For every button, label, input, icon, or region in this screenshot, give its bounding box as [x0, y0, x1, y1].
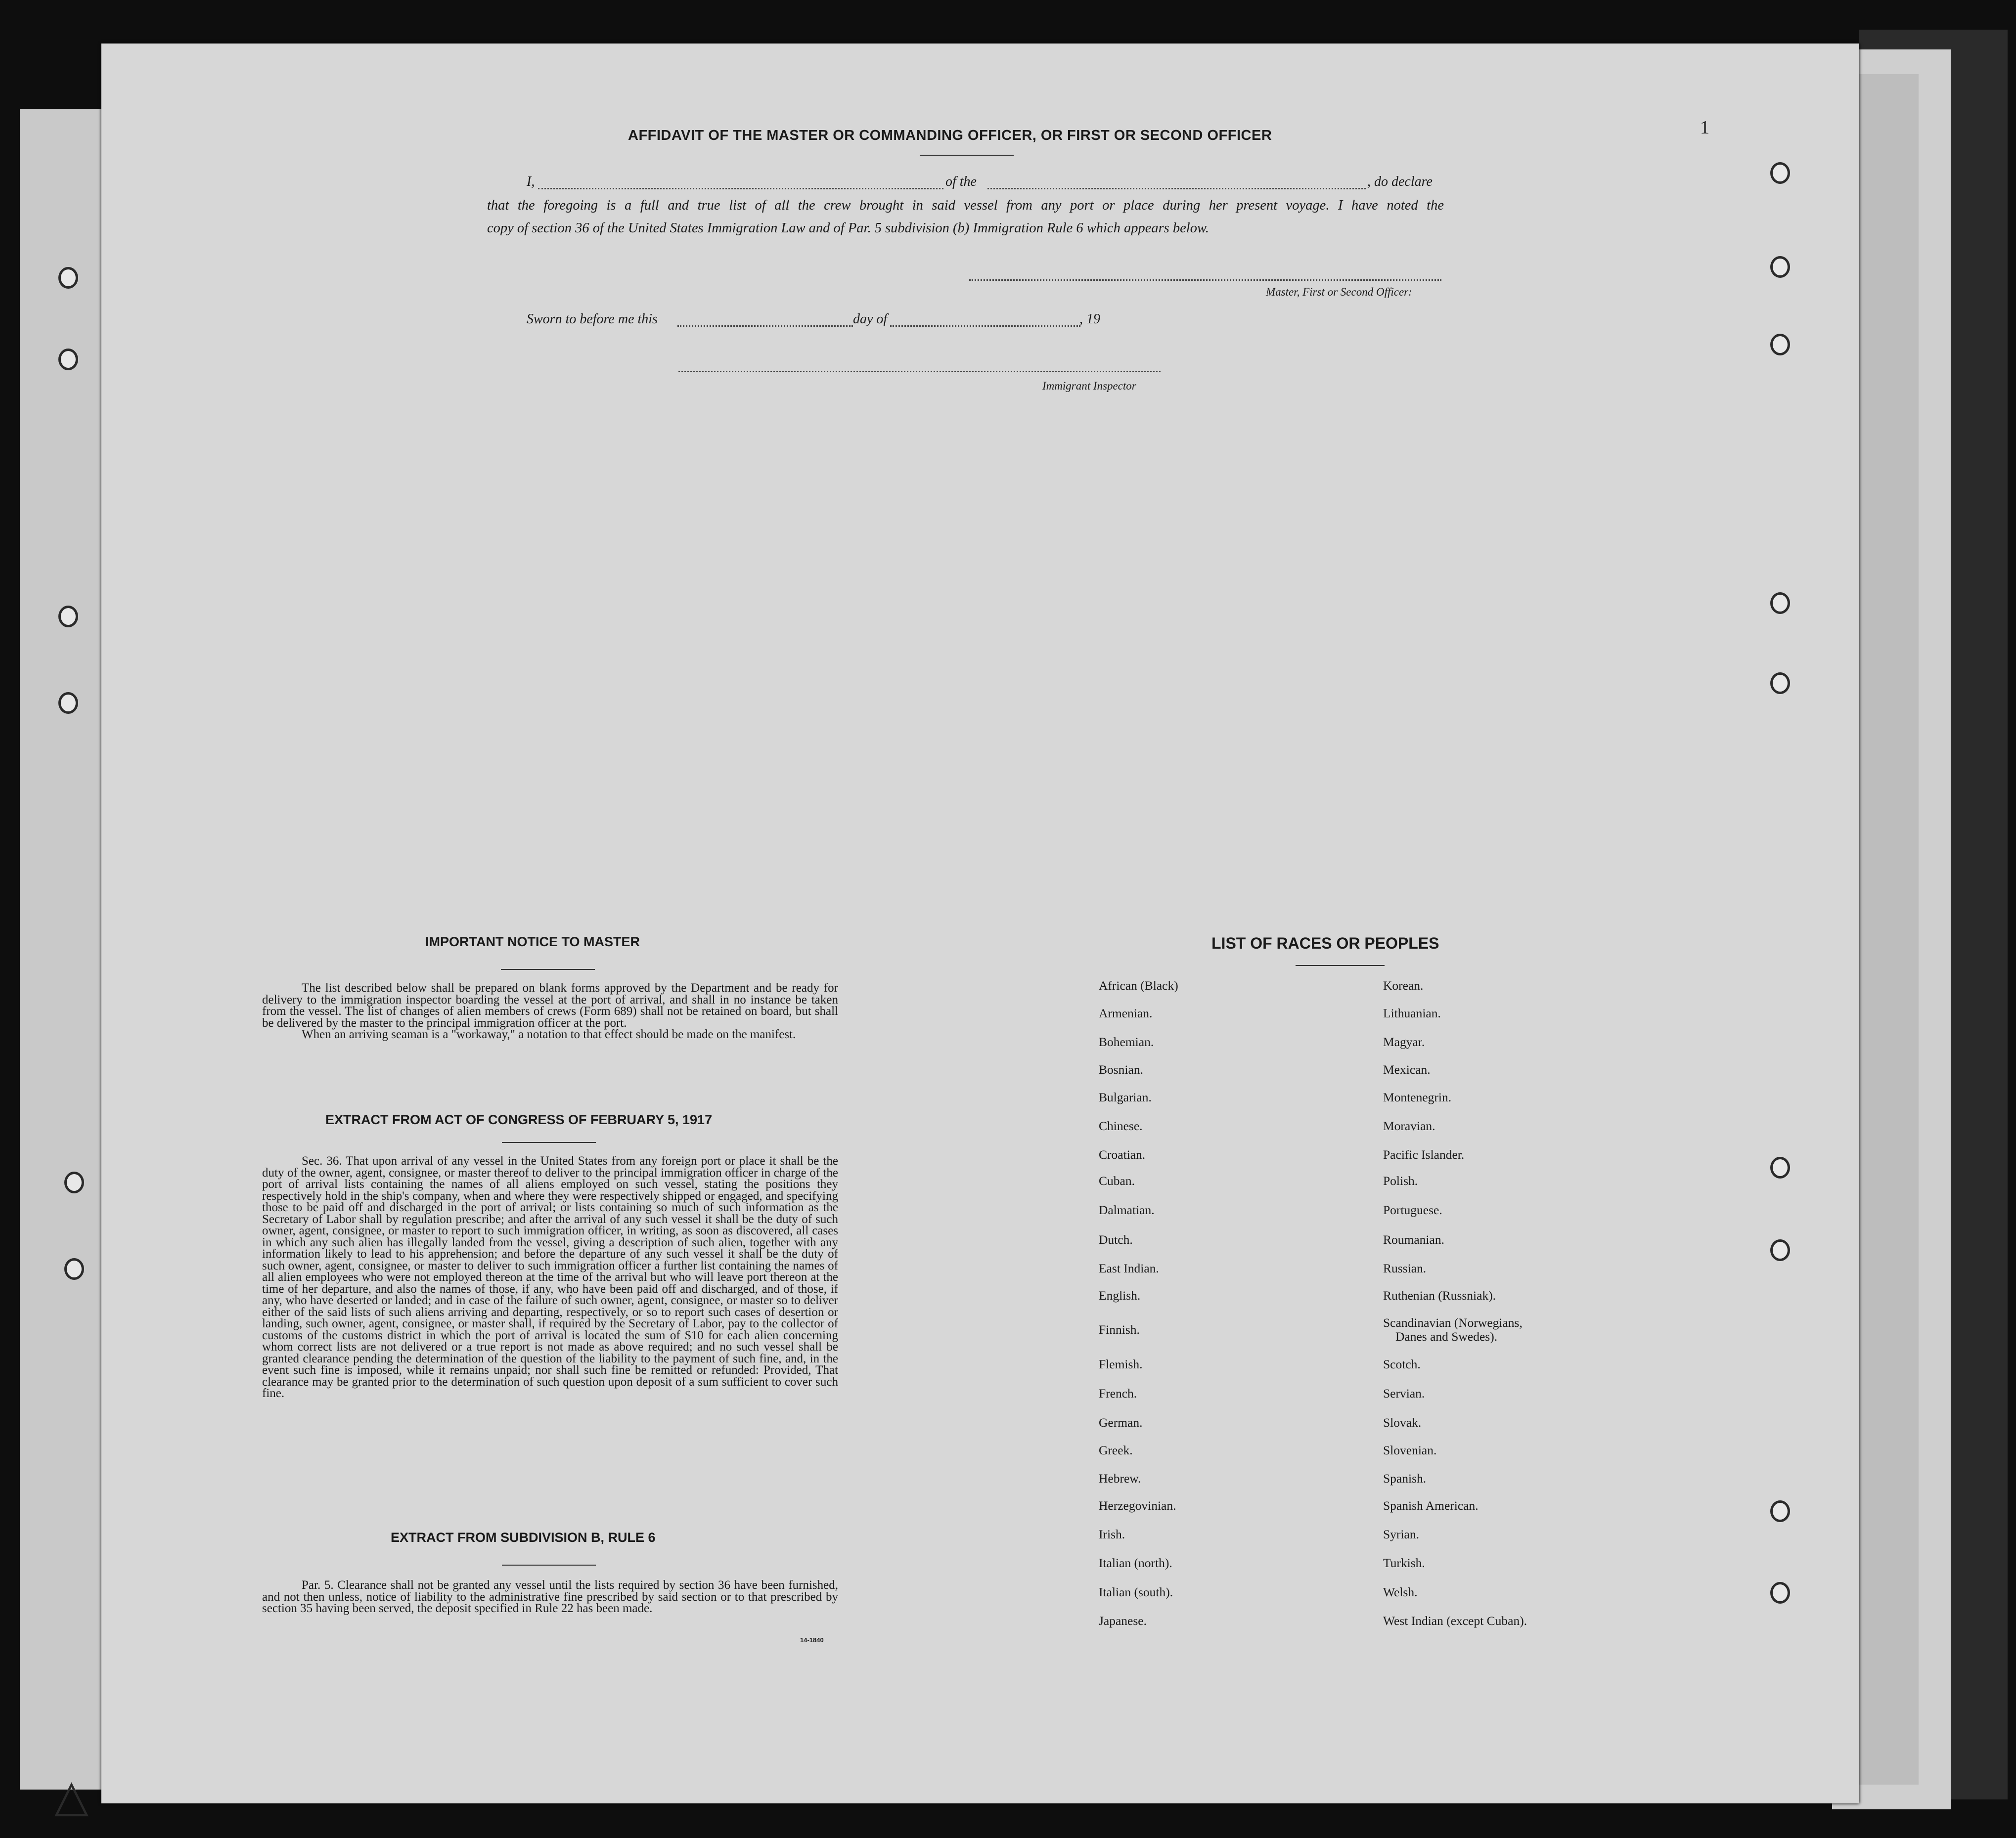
inspector-label: Immigrant Inspector	[1042, 380, 1136, 392]
rule-rule	[502, 1565, 596, 1566]
race-item: Welsh.	[1383, 1585, 1418, 1599]
race-item: Roumanian.	[1383, 1232, 1444, 1247]
race-item: Japanese.	[1099, 1614, 1147, 1628]
notice-rule	[501, 969, 595, 970]
race-item: Italian (south).	[1099, 1585, 1173, 1599]
race-item: Armenian.	[1099, 1006, 1153, 1020]
race-item: German.	[1099, 1415, 1143, 1430]
binder-hole-icon	[1770, 334, 1790, 355]
binder-hole-icon	[1770, 592, 1790, 614]
notice-paragraph: The list described below shall be prepared on blank forms approved by the Department and be ready for delivery to the immigration inspector boarding the vessel at the port of arrival, and shall in no instance be taken from the vessel. The list of changes of alien members of crews (Form 689) shall not be retained on board, but shall be delivered by the master to the principal immigration officer at the port.	[262, 981, 838, 1030]
race-item: Servian.	[1383, 1386, 1425, 1400]
race-item: Chinese.	[1099, 1119, 1143, 1133]
binder-hole-icon	[1770, 162, 1790, 184]
race-item: Syrian.	[1383, 1527, 1419, 1541]
race-item: Hebrew.	[1099, 1471, 1141, 1486]
binder-hole-icon	[58, 349, 78, 370]
act-text	[262, 1155, 838, 1400]
vessel-label: of the	[945, 174, 977, 189]
race-item: Bohemian.	[1099, 1035, 1154, 1049]
binder-hole-icon	[58, 267, 78, 289]
race-item: French.	[1099, 1386, 1137, 1400]
race-item: English.	[1099, 1288, 1141, 1303]
officer-signature-label: Master, First or Second Officer:	[1266, 286, 1412, 298]
title-rule	[920, 155, 1014, 156]
year-label: , 19	[1079, 311, 1100, 327]
affidavit-line: that the foregoing is a full and true list of all the crew brought in said vessel from any port or place during her present voyage. I have noted the	[487, 198, 1444, 213]
binder-hole-icon	[1770, 672, 1790, 694]
affiant-name-field[interactable]	[538, 188, 943, 189]
rule-heading: EXTRACT FROM SUBDIVISION B, RULE 6	[391, 1530, 656, 1545]
race-item: Korean.	[1383, 978, 1424, 993]
act-heading: EXTRACT FROM ACT OF CONGRESS OF FEBRUARY 5, 1917	[325, 1112, 713, 1127]
race-item: East Indian.	[1099, 1261, 1159, 1275]
race-item: Italian (north).	[1099, 1556, 1172, 1570]
race-item: Montenegrin.	[1383, 1090, 1452, 1104]
declare-label: , do declare	[1367, 174, 1433, 189]
rule-text	[262, 1579, 838, 1615]
race-item: Bosnian.	[1099, 1062, 1143, 1077]
page-number: 1	[1700, 117, 1709, 138]
race-item: Herzegovinian.	[1099, 1498, 1176, 1513]
rule-paragraph: Par. 5. Clearance shall not be granted any vessel until the lists required by section 36 have been furnished, and not then unless, notice of liability to the administrative fine prescribed by said section or to that prescribed by section 35 having been served, the deposit specified in Rule 22 has been made.	[262, 1578, 838, 1615]
binder-hole-icon	[1770, 1582, 1790, 1604]
binder-hole-icon	[1770, 1500, 1790, 1522]
affidavit-title: AFFIDAVIT OF THE MASTER OR COMMANDING OFFICER, OR FIRST OR SECOND OFFICER	[628, 128, 1272, 143]
triangle-mark-icon: △	[54, 1772, 89, 1821]
sworn-label: Sworn to before me this	[527, 311, 658, 327]
race-item: Finnish.	[1099, 1322, 1140, 1337]
race-item: Russian.	[1383, 1261, 1427, 1275]
affidavit-line: copy of section 36 of the United States Immigration Law and of Par. 5 subdivision (b) Immigration Rule 6 which appears below.	[487, 220, 1209, 236]
manifest-sheet	[101, 44, 1859, 1803]
race-item: Slovenian.	[1383, 1443, 1437, 1457]
race-item: Lithuanian.	[1383, 1006, 1441, 1020]
race-item: Ruthenian (Russniak).	[1383, 1288, 1496, 1303]
race-item: Scandinavian (Norwegians,	[1383, 1315, 1523, 1330]
binder-hole-icon	[1770, 256, 1790, 278]
race-item: Mexican.	[1383, 1062, 1431, 1077]
race-item: Bulgarian.	[1099, 1090, 1152, 1104]
affidavit-statement	[487, 194, 1444, 240]
binder-hole-icon	[1770, 1239, 1790, 1261]
race-item: Magyar.	[1383, 1035, 1425, 1049]
race-item: Spanish American.	[1383, 1498, 1478, 1513]
binder-hole-icon	[64, 1172, 84, 1193]
race-item: Scotch.	[1383, 1357, 1421, 1371]
race-item: Dalmatian.	[1099, 1203, 1155, 1217]
sworn-month-field[interactable]	[890, 325, 1080, 327]
races-heading: LIST OF RACES OR PEOPLES	[1211, 934, 1439, 952]
notice-text	[262, 982, 838, 1041]
underlying-page-edge-2	[1859, 74, 1919, 1785]
binder-hole-icon	[58, 606, 78, 627]
race-item: Polish.	[1383, 1174, 1418, 1188]
races-rule	[1296, 965, 1385, 966]
race-item: Irish.	[1099, 1527, 1125, 1541]
race-item: Flemish.	[1099, 1357, 1143, 1371]
affiant-label: I,	[527, 174, 535, 189]
race-item: Croatian.	[1099, 1147, 1146, 1162]
sworn-day-field[interactable]	[677, 325, 853, 327]
race-item: Slovak.	[1383, 1415, 1422, 1430]
race-item: Moravian.	[1383, 1119, 1435, 1133]
day-of-label: day of	[853, 311, 888, 327]
race-item: Spanish.	[1383, 1471, 1427, 1486]
race-item: Greek.	[1099, 1443, 1133, 1457]
race-item: Portuguese.	[1383, 1203, 1442, 1217]
race-item: West Indian (except Cuban).	[1383, 1614, 1527, 1628]
race-item: Turkish.	[1383, 1556, 1425, 1570]
notice-heading: IMPORTANT NOTICE TO MASTER	[425, 934, 640, 949]
form-number: 14-1840	[800, 1636, 824, 1644]
race-item: Cuban.	[1099, 1174, 1135, 1188]
race-item: Danes and Swedes).	[1395, 1329, 1498, 1344]
binder-hole-icon	[1770, 1157, 1790, 1179]
act-rule	[502, 1142, 596, 1143]
race-item: African (Black)	[1099, 978, 1178, 993]
vessel-name-field[interactable]	[987, 188, 1366, 189]
officer-signature-field[interactable]	[969, 279, 1441, 281]
notice-paragraph: When an arriving seaman is a "workaway," a notation to that effect should be made on the manifest.	[302, 1028, 796, 1041]
inspector-signature-field[interactable]	[678, 371, 1161, 372]
act-paragraph: Sec. 36. That upon arrival of any vessel in the United States from any foreign port or place it shall be the duty of the owner, agent, consignee, or master thereof to deliver to the principal immigration officer in charge of the port of arrival lists containing the names of all aliens employed on such vessel, stating the positions they respectively hold in the ship's company, when and where they were respectively shipped or engaged, and specifying those to be paid off and discharged in the port of arrival; or lists containing so much of such information as the Secretary of Labor shall by regulation prescribe; and after the arrival of any such vessel it shall be the duty of such owner, agent, consignee, or master to report to such immigration officer, in writing, as soon as discovered, all cases in which any such alien has illegally landed from the vessel, giving a description of such alien, together with any information likely to lead to his apprehension; and before the departure of any such vessel it shall be the duty of such owner, agent, consignee, or master to deliver to such immigration officer a further list containing the names of all alien employees who were not employed thereon at the time of the arrival but who will leave port thereon at the time of her departure, and also the names of those, if any, who have been paid off and discharged, and of those, if any, who have deserted or landed; and in case of the failure of such owner, agent, consignee, or master so to deliver either of the said lists of such aliens arriving and departing, respectively, or so to report such cases of desertion or landing, such owner, agent, consignee, or master shall, if required by the Secretary of Labor, pay to the collector of customs of the customs district in which the port of arrival is located the sum of $10 for each alien concerning whom correct lists are not delivered or a true report is not made as above required; and no such vessel shall be granted clearance pending the determination of the question of the liability to the payment of such fine, and, in the event such fine is imposed, while it remains unpaid; nor shall such fine be remitted or refunded: Provided, That clearance may be granted prior to the determination of such question upon deposit of a sum sufficient to cover such fine.	[262, 1154, 838, 1400]
race-item: Pacific Islander.	[1383, 1147, 1465, 1162]
race-item: Dutch.	[1099, 1232, 1133, 1247]
binder-hole-icon	[64, 1258, 84, 1280]
binder-hole-icon	[58, 692, 78, 714]
